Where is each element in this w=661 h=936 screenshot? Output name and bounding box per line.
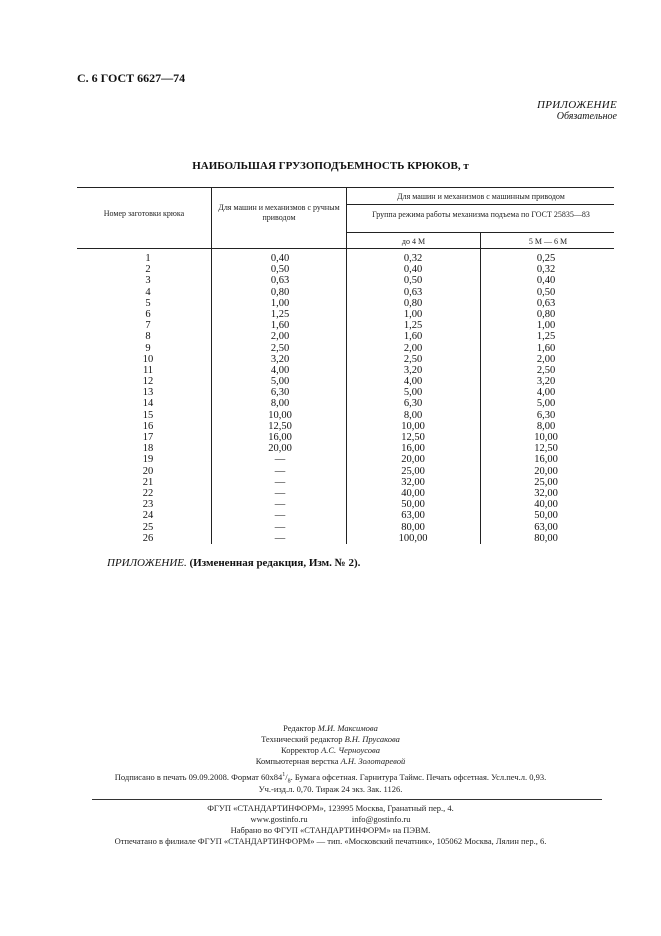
up-to-4m-cell: 25,00: [401, 465, 425, 477]
5m-6m-cell: 40,00: [534, 499, 558, 511]
note-text: (Измененная редакция, Изм. № 2).: [189, 557, 361, 569]
manual-drive-cell: 20,00: [268, 443, 292, 455]
header-sub-rule-1: [347, 204, 614, 205]
imprint-signed: Подписано в печать 09.09.2008. Формат $60x84^1/_8$. Бумага офсетная. Гарнитура Таймс. Печать офсетная. Усл.печ.л. 0,93.: [114, 772, 547, 785]
manual-drive-cell: 12,50: [268, 420, 292, 432]
blank-number-cell: 21: [142, 476, 154, 488]
col-divider-1: [211, 187, 212, 544]
up-to-4m-cell: 32,00: [401, 476, 425, 488]
editor-role: Редактор: [283, 723, 316, 733]
up-to-4m-cell: 8,00: [403, 409, 423, 421]
up-to-4m-cell: 3,20: [403, 364, 423, 376]
manual-drive-cell: 16,00: [268, 432, 292, 443]
imprint-tech-editor: [0, 734, 661, 744]
blank-number-cell: 11: [142, 364, 154, 376]
up-to-4m-cell: 2,00: [403, 342, 423, 354]
up-to-4m-cell: 0,32: [403, 253, 423, 264]
manual-drive-cell: —: [274, 510, 286, 522]
manual-drive-cell: 5,00: [270, 376, 290, 388]
up-to-4m-cell: 1,60: [403, 331, 423, 343]
imprint-print-run: Уч.-изд.л. 0,70. Тираж 24 экз. Зак. 1126.: [258, 784, 403, 794]
manual-drive-cell: 2,50: [270, 342, 290, 354]
5m-6m-cell: 0,50: [536, 286, 556, 298]
5m-6m-cell: 2,00: [536, 353, 556, 365]
up-to-4m-cell: 20,00: [401, 454, 425, 466]
up-to-4m-cell: 2,50: [403, 353, 423, 365]
5m-6m-cell: 0,80: [536, 308, 556, 320]
imprint-separator: [92, 799, 602, 800]
5m-6m-cell: 2,50: [536, 364, 556, 376]
blank-number-cell: 19: [142, 454, 154, 466]
5m-6m-cell: 0,25: [536, 253, 556, 264]
5m-6m-cell: 0,32: [536, 264, 556, 276]
blank-number-cell: 14: [142, 398, 154, 410]
imprint-printed: Отпечатано в филиале ФГУП «СТАНДАРТИНФОРМ» — тип. «Московский печатник», 105062 Москва, Лялин пер., 6.: [114, 836, 547, 846]
col-header-group: Группа режима работы механизма подъема по ГОСТ 25835—83: [372, 210, 590, 219]
manual-drive-cell: —: [274, 487, 286, 499]
manual-drive-cell: —: [274, 476, 286, 488]
blank-number-cell: 23: [142, 499, 154, 511]
imprint-layout: [0, 756, 661, 766]
5m-6m-cell: 63,00: [534, 521, 558, 533]
blank-number-cell: 9: [145, 342, 151, 354]
manual-drive-cell: 1,25: [270, 308, 290, 320]
up-to-4m-cell: 0,80: [403, 297, 423, 309]
tech-editor-role: Технический редактор: [261, 734, 343, 744]
up-to-4m-cell: 0,40: [403, 264, 423, 276]
up-to-4m-cell: 1,25: [403, 320, 423, 332]
column-manual: [250, 253, 310, 544]
manual-drive-cell: 8,00: [270, 398, 290, 410]
manual-drive-cell: 0,63: [270, 275, 290, 287]
blank-number-cell: 2: [145, 264, 151, 276]
5m-6m-cell: 20,00: [534, 465, 558, 477]
up-to-4m-cell: 16,00: [401, 443, 425, 455]
col-divider-3: [480, 232, 481, 544]
5m-6m-cell: 80,00: [534, 532, 558, 544]
layout-role: Компьютерная верстка: [255, 756, 339, 766]
column-5m-6m: [516, 253, 576, 544]
page-header: С. 6 ГОСТ 6627—74: [77, 71, 186, 85]
signed-text-a: Подписано в печать 09.09.2008. Формат 60x84: [114, 772, 283, 782]
manual-drive-cell: 4,00: [270, 364, 290, 376]
5m-6m-cell: 5,00: [536, 398, 556, 410]
imprint-editor: [0, 723, 661, 733]
blank-number-cell: 22: [142, 487, 154, 499]
column-up-to-4m: [383, 253, 443, 544]
5m-6m-cell: 0,40: [536, 275, 556, 287]
note-label: ПРИЛОЖЕНИЕ.: [107, 557, 187, 569]
manual-drive-cell: 1,60: [270, 320, 290, 332]
blank-number-cell: 18: [142, 443, 154, 455]
blank-number-cell: 6: [145, 308, 151, 320]
manual-drive-cell: —: [274, 465, 286, 477]
email-link[interactable]: info@gostinfo.ru: [351, 814, 411, 824]
up-to-4m-cell: 50,00: [401, 499, 425, 511]
5m-6m-cell: 3,20: [536, 376, 556, 388]
5m-6m-cell: 10,00: [534, 432, 558, 443]
blank-number-cell: 10: [142, 353, 154, 365]
blank-number-cell: 8: [145, 331, 151, 343]
5m-6m-cell: 1,00: [536, 320, 556, 332]
imprint-typeset: Набрано во ФГУП «СТАНДАРТИНФОРМ» на ПЭВМ.: [230, 825, 431, 835]
appendix-status: Обязательное: [556, 111, 617, 122]
5m-6m-cell: 6,30: [536, 409, 556, 421]
blank-number-cell: 20: [142, 465, 154, 477]
manual-drive-cell: 0,40: [270, 253, 290, 264]
manual-drive-cell: 2,00: [270, 331, 290, 343]
blank-number-cell: 13: [142, 387, 154, 399]
blank-number-cell: 12: [142, 376, 154, 388]
up-to-4m-cell: 5,00: [403, 387, 423, 399]
manual-drive-cell: 3,20: [270, 353, 290, 365]
imprint-contacts: [0, 814, 661, 824]
signed-text-b: . Бумага офсетная. Гарнитура Таймс. Печать офсетная. Усл.печ.л. 0,93.: [290, 772, 547, 782]
blank-number-cell: 25: [142, 521, 154, 533]
editor-name: М.И. Максимова: [317, 723, 378, 733]
col-header-blank-number: Номер заготовки крюка: [103, 209, 185, 218]
up-to-4m-cell: 80,00: [401, 521, 425, 533]
up-to-4m-cell: 0,50: [403, 275, 423, 287]
corrector-name: А.С. Черноусова: [321, 745, 380, 755]
5m-6m-cell: 1,60: [536, 342, 556, 354]
tech-editor-name: В.Н. Прусакова: [344, 734, 400, 744]
blank-number-cell: 7: [145, 320, 151, 332]
up-to-4m-cell: 0,63: [403, 286, 423, 298]
manual-drive-cell: 6,30: [270, 387, 290, 399]
up-to-4m-cell: 40,00: [401, 487, 425, 499]
manual-drive-cell: 0,80: [270, 286, 290, 298]
5m-6m-cell: 1,25: [536, 331, 556, 343]
col-header-manual: Для машин и механизмов с ручным приводом: [218, 203, 340, 222]
up-to-4m-cell: 6,30: [403, 398, 423, 410]
appendix-label: [537, 99, 617, 123]
appendix-note: [107, 557, 360, 569]
up-to-4m-cell: 63,00: [401, 510, 425, 522]
5m-6m-cell: 0,63: [536, 297, 556, 309]
blank-number-cell: 24: [142, 510, 154, 522]
blank-number-cell: 16: [142, 420, 154, 432]
blank-number-cell: 5: [145, 297, 151, 309]
website-link[interactable]: www.gostinfo.ru: [250, 814, 308, 824]
corrector-role: Корректор: [281, 745, 319, 755]
format-sup: 1: [282, 772, 286, 779]
manual-drive-cell: —: [274, 532, 286, 544]
5m-6m-cell: 50,00: [534, 510, 558, 522]
manual-drive-cell: —: [274, 521, 286, 533]
5m-6m-cell: 8,00: [536, 420, 556, 432]
blank-number-cell: 15: [142, 409, 154, 421]
imprint-corrector: [0, 745, 661, 755]
blank-number-cell: 26: [142, 532, 154, 544]
imprint-publisher: ФГУП «СТАНДАРТИНФОРМ», 123995 Москва, Гранатный пер., 4.: [207, 803, 454, 813]
blank-number-cell: 4: [145, 286, 151, 298]
manual-drive-cell: —: [274, 499, 286, 511]
manual-drive-cell: 10,00: [268, 409, 292, 421]
up-to-4m-cell: 1,00: [403, 308, 423, 320]
manual-drive-cell: 0,50: [270, 264, 290, 276]
blank-number-cell: 17: [142, 432, 154, 443]
col-header-up-to-4m: до 4 М: [401, 237, 426, 246]
col-header-5m-6m: 5 М — 6 М: [528, 237, 568, 246]
layout-name: А.Н. Золотаревой: [340, 756, 406, 766]
appendix-title: ПРИЛОЖЕНИЕ: [537, 99, 617, 111]
5m-6m-cell: 25,00: [534, 476, 558, 488]
up-to-4m-cell: 100,00: [398, 532, 428, 544]
col-header-machine: Для машин и механизмов с машинным приводом: [397, 192, 565, 201]
5m-6m-cell: 12,50: [534, 443, 558, 455]
up-to-4m-cell: 10,00: [401, 420, 425, 432]
blank-number-cell: 1: [145, 253, 151, 264]
manual-drive-cell: —: [274, 454, 286, 466]
col-divider-2: [346, 187, 347, 544]
5m-6m-cell: 32,00: [534, 487, 558, 499]
table-title: НАИБОЛЬШАЯ ГРУЗОПОДЪЕМНОСТЬ КРЮКОВ, т: [192, 160, 469, 172]
column-blank-number: [124, 253, 172, 544]
up-to-4m-cell: 12,50: [401, 432, 425, 443]
blank-number-cell: 3: [145, 275, 151, 287]
5m-6m-cell: 16,00: [534, 454, 558, 466]
up-to-4m-cell: 4,00: [403, 376, 423, 388]
5m-6m-cell: 4,00: [536, 387, 556, 399]
format-sub: 8: [287, 778, 291, 785]
manual-drive-cell: 1,00: [270, 297, 290, 309]
